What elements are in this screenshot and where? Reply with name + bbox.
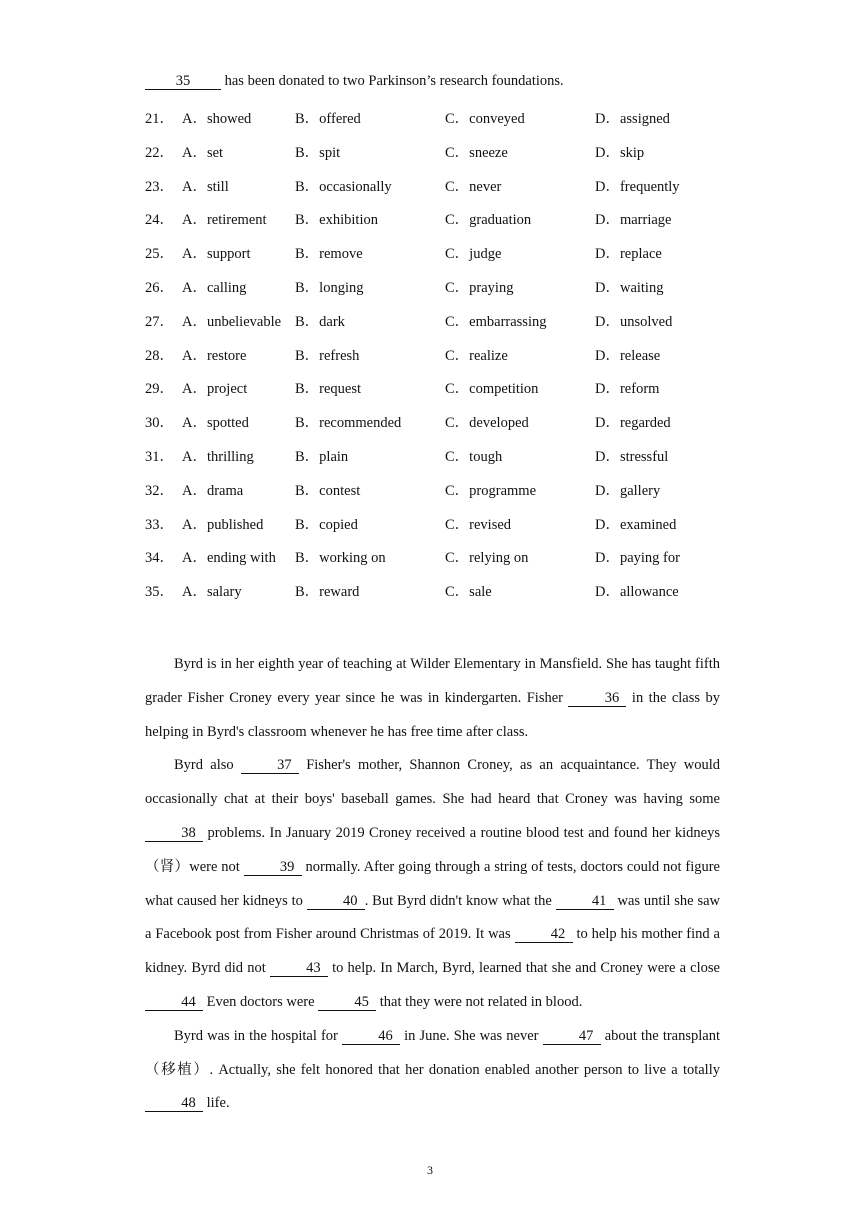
intro-line [145,73,564,90]
intro-text: has been donated to two Parkinson’s research foundations. [221,73,564,89]
passage-text: Byrd was in the hospital for [174,1027,342,1044]
option-c: C．relying on [445,550,529,567]
blank-36: 36 [568,691,626,707]
passage-text: Byrd is in her eighth year of teaching at Wilder Elementary in Mansfield. She has taught fifth grader Fisher Croney every year since he was in kindergarten. Fisher [145,656,720,706]
passage-text: to help his mother find a kidney. Byrd did not [145,926,720,977]
option-a: A．drama [182,482,244,499]
option-a: A．project [182,381,248,398]
blank-41: 41 [556,894,614,910]
blank-44: 44 [145,995,203,1011]
option-c: C．sale [445,584,492,601]
option-b: B．request [295,381,362,398]
option-c: C．tough [445,448,503,465]
question-number: 33． [145,516,174,533]
option-a: A．restore [182,347,247,364]
blank-42: 42 [515,927,573,943]
option-d: D．marriage [595,212,672,229]
option-d: D．skip [595,144,645,161]
option-a: A．set [182,144,224,161]
option-a: A．published [182,516,264,533]
question-number: 35． [145,584,174,601]
question-number: 26． [145,279,174,296]
option-c: C．developed [445,415,529,432]
option-d: D．waiting [595,279,664,296]
blank-48: 48 [145,1096,203,1112]
option-b: B．occasionally [295,178,392,195]
blank-43: 43 [270,961,328,977]
option-b: B．recommended [295,415,402,432]
passage-text: Fisher's mother, Shannon Croney, as an acquaintance. They would occasionally chat at their boys' baseball games. She had heard that Croney was having some [145,757,720,808]
blank-47: 47 [543,1029,601,1045]
passage-text: normally. After going through a string of tests, doctors could not figure what caused her kidneys to [145,858,720,909]
passage-text: life. [203,1095,230,1112]
option-d: D．assigned [595,111,670,127]
option-c: C．realize [445,347,508,364]
option-d: D．stressful [595,448,669,465]
option-d: D．gallery [595,482,661,499]
option-b: B．refresh [295,347,360,364]
question-number: 23． [145,178,174,195]
option-d: D．reform [595,381,660,398]
option-c: C．sneeze [445,144,508,161]
blank-38: 38 [145,826,203,842]
question-number: 27． [145,313,174,330]
option-c: C．revised [445,516,512,533]
option-c: C．never [445,178,502,195]
paragraph-1 [145,648,720,749]
option-a: A．still [182,178,229,195]
passage-text: about the transplant（移植）. Actually, she felt honored that her donation enabled another person to live a totally [145,1027,721,1078]
option-c: C．competition [445,381,539,398]
passage-text: to help. In March, Byrd, learned that she and Croney were a close [327,960,720,977]
passage-text: was until she saw a Facebook post from Fisher around Christmas of 2019. It was [145,892,720,943]
blank-39: 39 [244,860,302,876]
option-a: A．support [182,246,251,263]
option-b: B．remove [295,246,363,263]
blank-35: 35 [145,74,221,90]
passage-text: Even doctors were [203,993,319,1010]
option-c: C．embarrassing [445,313,547,330]
option-d: D．regarded [595,415,671,432]
page-number: 3 [427,1163,433,1177]
question-number: 25． [145,246,174,263]
passage-text: . But Byrd didn't know what the [364,892,556,909]
option-a: A．showed [182,111,252,127]
option-b: B．spit [295,144,341,161]
option-a: A．calling [182,279,247,296]
option-b: B．plain [295,448,349,465]
option-c: C．graduation [445,212,532,229]
paragraph-2 [145,749,720,1019]
option-c: C．programme [445,482,537,499]
option-b: B．copied [295,516,358,533]
question-number: 31． [145,448,174,465]
option-d: D．paying for [595,550,680,567]
option-d: D．allowance [595,584,679,601]
question-number: 22． [145,144,174,161]
option-b: B．reward [295,584,360,601]
question-number: 24． [145,212,174,229]
question-number: 34． [145,550,174,567]
option-b: B．exhibition [295,212,378,229]
option-b: B．longing [295,279,364,296]
cloze-passage [145,648,720,1121]
option-d: D．replace [595,246,662,263]
question-number: 32． [145,482,174,499]
blank-46: 46 [342,1029,400,1045]
option-a: A．unbelievable [182,313,282,330]
option-c: C．conveyed [445,111,525,127]
option-a: A．spotted [182,415,249,432]
option-d: D．unsolved [595,313,673,330]
option-a: A．salary [182,584,242,601]
question-number: 30． [145,415,174,432]
option-a: A．thrilling [182,448,254,465]
blank-40: 40 [307,894,365,910]
passage-text: Byrd also [174,757,241,774]
option-d: D．frequently [595,178,680,195]
option-b: B．contest [295,482,361,499]
option-a: A．ending with [182,550,276,567]
option-b: B．working on [295,550,386,567]
passage-text: problems. In January 2019 Croney received a routine blood test and found her kidneys （肾）were not [145,824,720,875]
question-number: 28． [145,347,174,364]
option-b: B．offered [295,111,361,127]
option-c: C．judge [445,246,502,263]
passage-text: in the class by helping in Byrd's classroom whenever he has free time after class. [145,689,720,740]
option-b: B．dark [295,313,345,330]
option-c: C．praying [445,279,514,296]
option-a: A．retirement [182,212,267,229]
option-d: D．examined [595,516,677,533]
blank-45: 45 [318,995,376,1011]
passage-text: that they were not related in blood. [376,993,583,1010]
question-number: 21． [145,111,174,127]
question-number: 29． [145,381,174,398]
paragraph-3 [145,1020,720,1121]
blank-37: 37 [241,758,299,774]
option-d: D．release [595,347,661,364]
passage-text: in June. She was never [399,1027,543,1044]
